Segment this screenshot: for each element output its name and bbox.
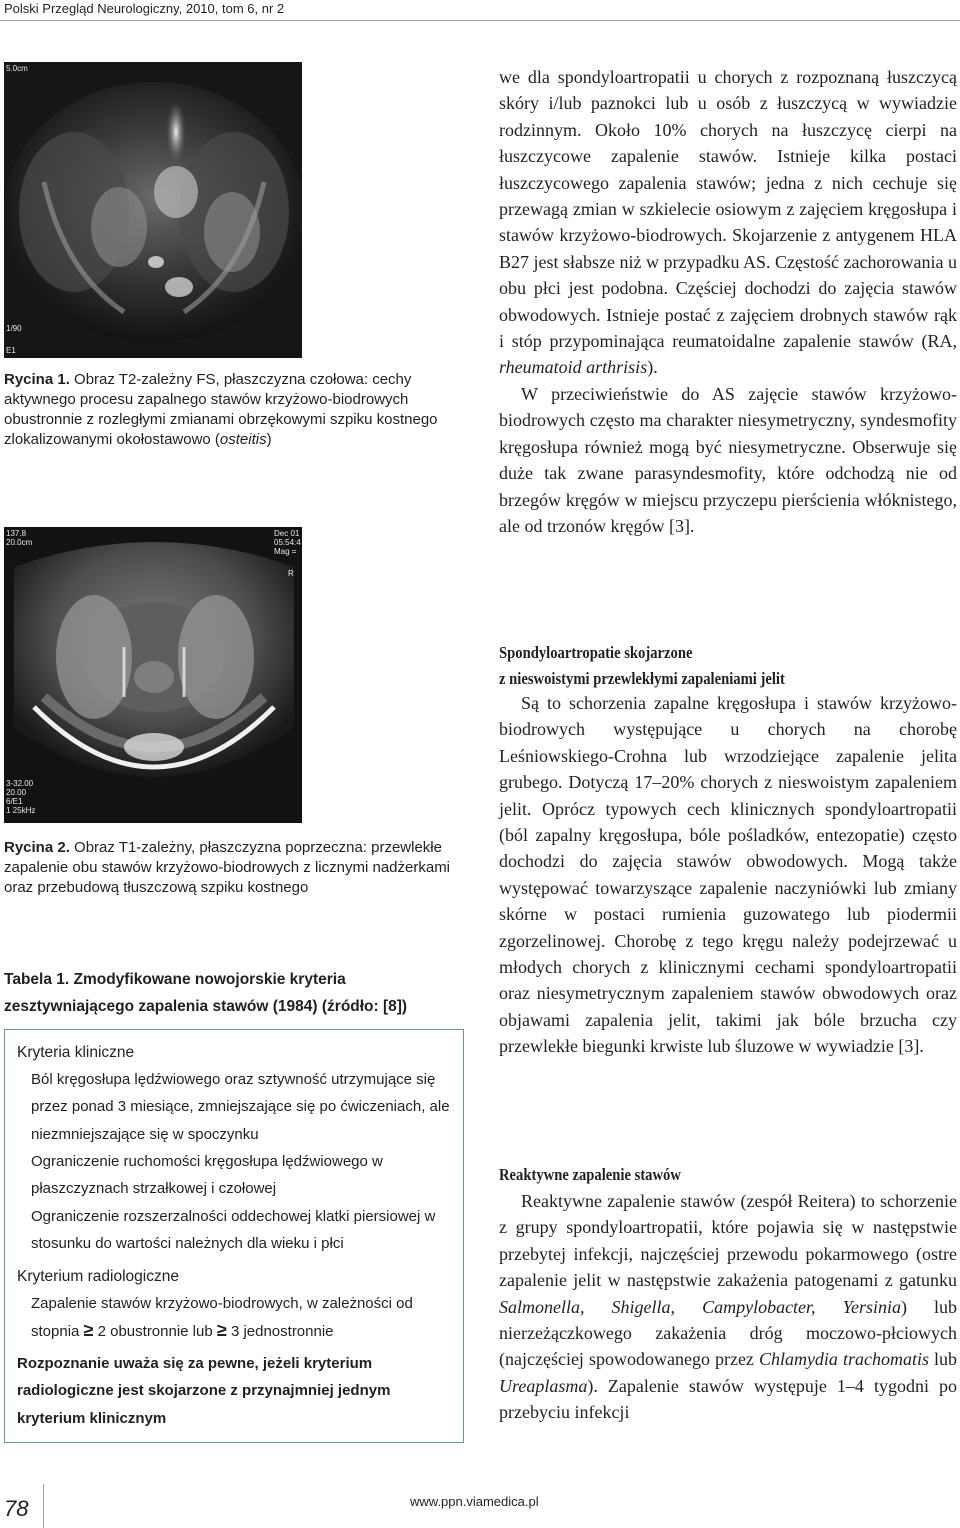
figure-1-overlay-echo: E1	[6, 346, 16, 355]
right-column-para-4	[499, 1188, 957, 1426]
footer-rule	[43, 1484, 44, 1528]
running-head: Polski Przegląd Neurologiczny, 2010, tom 6, nr 2	[4, 1, 285, 16]
table-1	[4, 1029, 464, 1443]
para-1-text: we dla spondyloartropatii u chorych z rozpoznaną łuszczycą skóry i/lub paznokci lub u osób z łuszczycą w wywiadzie rodzinnym. Około 10% chorych na łuszczycę cierpi na łuszczycowe zapalenie stawów. Istnieje kilka postaci łuszczycowego zapalenia stawów; jedna z nich cechuje się przewagą zmian w szkielecie osiowym z zajęciem kręgosłupa i stawów krzyżowo-biodrowych. Skojarzenie z antygenem HLA B27 jest słabsze niż w przypadku AS. Częstość zachorowania u obu płci jest podobna. Częściej dochodzi do zajęcia stawów obwodowych. Istnieje postać z zajęciem drobnych stawów rąk i stóp przypominająca reumatoidalne zapalenie stawów (RA,	[499, 67, 957, 352]
table-1-title	[4, 966, 464, 1020]
para-2: W przeciwieństwie do AS zajęcie stawów krzyżowo-biodrowych często ma charakter niesymetryczny, syndesmofity kręgosłupa również mogą być niesymetryczne. Obserwuje się duże tak zwane parasyndesmofity, które odchodzą nie od brzegów kręgów w miejscu przyczepu pierścienia włóknistego, ale od trzonów kręgów [3].	[499, 383, 957, 536]
section-heading-ibd-line2: z nieswoistymi przewlekłymi zapaleniami jelit	[499, 669, 785, 688]
figure-1-overlay-scale: 5.0cm	[6, 64, 28, 73]
footer-url[interactable]: www.ppn.viamedica.pl	[410, 1494, 539, 1509]
section-heading-ibd	[499, 640, 893, 692]
para-3: Są to schorzenia zapalne kręgosłupa i stawów krzyżowo-biodrowych występujące u chorych na chorobę Leśniowskiego-Crohna lub wrzodziejące zapalenie jelita grubego. Dotyczą 17–20% chorych z nieswoistym zapaleniem jelit. Oprócz typowych cech klinicznych spondyloartropatii (ból zapalny kręgosłupa, bóle pośladków, entezopatie) często dochodzi do zajęcia stawów obwodowych. Mogą także występować towarzyszące zapalenie naczyniówki lub zmiany skórne w postaci rumienia guzowatego lub piodermii zgorzelinowej. Chorobę z tego kręgu należy podejrzewać u młodych chorych z klinicznymi cechami spondyloartropatii oraz niesymetrycznym zapaleniem stawów obwodowych oraz objawami zapalenia jelit, takimi jak bóle brzucha czy przewlekłe biegunki krwiste lub śluzowe w wywiadzie [3].	[499, 693, 957, 1057]
section-heading-reactive: Reaktywne zapalenie stawów	[499, 1165, 681, 1184]
table-clinical-item: Ograniczenie rozszerzalności oddechowej klatki piersiowej w stosunku do wartości należnych dla wieku i płci	[31, 1208, 436, 1253]
table-clinical-header: Kryteria kliniczne	[17, 1044, 135, 1061]
figure-2-overlay-tr: Dec 01 05:54:4 Mag =	[274, 529, 301, 556]
para-4-text-d: ). Zapalenie stawów występuje 1–4 tygodni po przebyciu infekcji	[499, 1375, 957, 1423]
figure-1-caption-text: Obraz T2-zależny FS, płaszczyzna czołowa: cechy aktywnego procesu zapalnego stawów krzyżowo-biodrowych obustronnie z rozległymi zmianami obrzękowymi szpiku kostnego zlokalizowanymi okołostawowo (	[4, 371, 438, 448]
page-number: 78	[4, 1496, 29, 1521]
figure-1-overlay-params: 1/90	[6, 324, 22, 333]
figure-2-overlay-bl: 3-32.00 20.00 6/E1 1 25kHz	[6, 779, 36, 815]
table-radiological-item	[31, 1290, 455, 1346]
table-radiological-text-c: 3 jednostronnie	[230, 1323, 334, 1341]
ge-symbol-1: ≥	[83, 1320, 94, 1341]
figure-2-caption	[4, 838, 462, 898]
figure-1-caption-end: )	[266, 431, 272, 448]
para-4-text-b: ) lub nierzeżączkowego zakażenia dróg moczowo-płciowych (najczęściej spowodowanego przez	[499, 1296, 958, 1370]
table-clinical-item: Ból kręgosłupa lędźwiowego oraz sztywność utrzymujące się przez ponad 3 miesiące, zmniejszające się po ćwiczeniach, ale niezmniejszające się w spoczynku	[31, 1071, 450, 1143]
para-4-italic-1: Salmonella, Shigella, Campylobacter, Yersinia	[499, 1296, 901, 1317]
figure-2-caption-label: Rycina 2.	[4, 839, 70, 856]
table-radiological-text-a: Zapalenie stawów krzyżowo-biodrowych, w zależności od stopnia	[31, 1295, 413, 1341]
para-1-end: ).	[647, 357, 658, 378]
table-1-label: Tabela 1.	[4, 971, 70, 988]
para-4-text-c: lub	[928, 1349, 957, 1370]
para-4-italic-2: Chlamydia trachomatis	[758, 1349, 929, 1370]
figure-1-caption-italic: osteitis	[219, 431, 267, 448]
right-column-para-1	[499, 64, 957, 539]
ge-symbol-2: ≥	[216, 1320, 227, 1341]
para-1-italic: rheumatoid arthrisis	[499, 357, 648, 378]
figure-2-mri-image	[4, 527, 302, 823]
table-radiological-header: Kryterium radiologiczne	[17, 1268, 179, 1285]
section-heading-ibd-line1: Spondyloartropatie skojarzone	[499, 643, 693, 662]
figure-2-overlay-r: R	[288, 569, 294, 578]
figure-1-mri-image	[4, 62, 302, 358]
figure-2-overlay-tl: 137.8 20.0cm	[6, 529, 33, 547]
figure-1-caption	[4, 370, 462, 450]
table-radiological-text-b: 2 obustronnie lub	[97, 1323, 213, 1341]
header-rule	[0, 20, 960, 21]
table-diagnosis-note: Rozpoznanie uważa się za pewne, jeżeli kryterium radiologiczne jest skojarzone z przynajmniej jednym kryterium klinicznym	[17, 1355, 391, 1427]
para-4-italic-3: Ureaplasma	[499, 1375, 588, 1396]
para-4-text-a: Reaktywne zapalenie stawów (zespół Reitera) to schorzenie z grupy spondyloartropatii, które pojawia się w następstwie przebytej infekcji, najczęściej przewodu pokarmowego (ostre zapalenie jelit w następstwie zakażenia patogenami z gatunku	[499, 1191, 957, 1291]
figure-1-caption-label: Rycina 1.	[4, 371, 70, 388]
table-clinical-item: Ograniczenie ruchomości kręgosłupa lędźwiowego w płaszczyznach strzałkowej i czołowej	[31, 1153, 383, 1198]
figure-2-caption-text: Obraz T1-zależny, płaszczyzna poprzeczna: przewlekłe zapalenie obu stawów krzyżowo-biodrowych z licznymi nadżerkami oraz przebudową tłuszczową szpiku kostnego	[4, 839, 451, 896]
table-1-title-text: Zmodyfikowane nowojorskie kryteria zesztywniającego zapalenia stawów (1984) (źródło: [8])	[4, 971, 408, 1015]
right-column-para-3	[499, 690, 957, 1060]
